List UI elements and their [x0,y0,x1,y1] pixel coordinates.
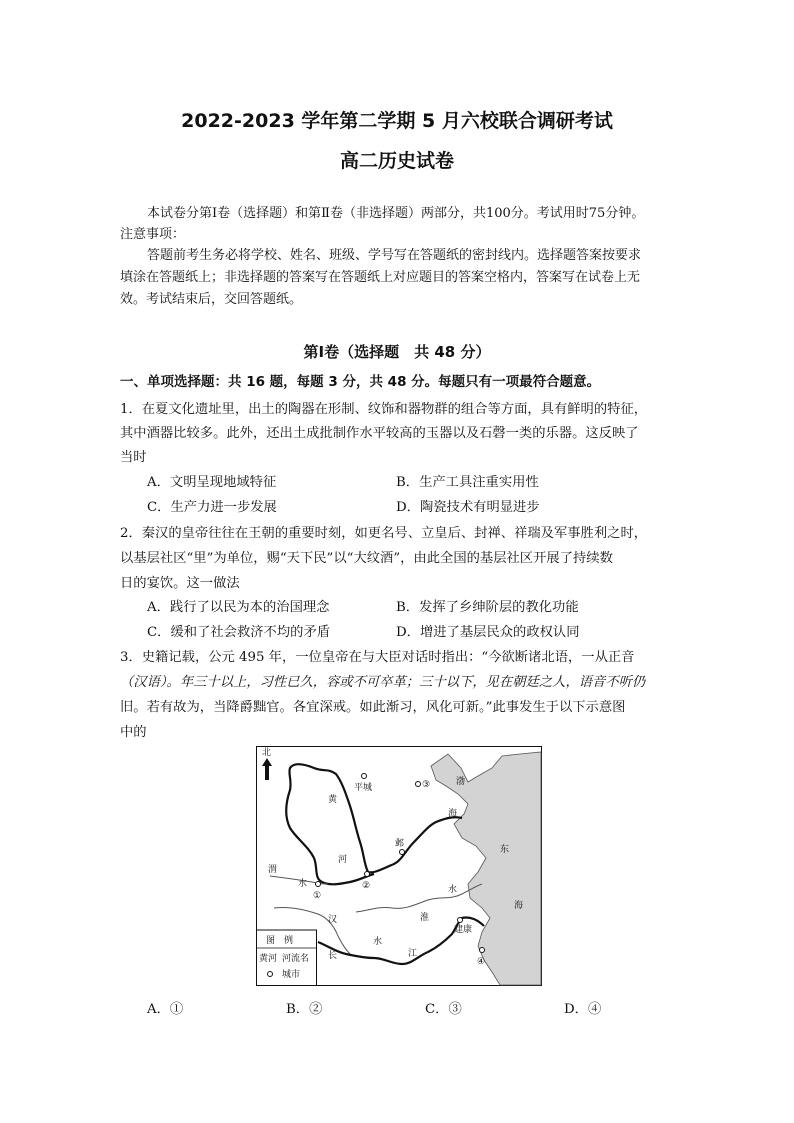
option-d: D．④ [564,1002,602,1017]
marker-3-icon [416,782,421,787]
exam-title: 2022-2023 学年第二学期 5 月六校联合调研考试 [181,110,613,132]
marker-2-icon [365,872,370,877]
donghai-label: 海 [514,901,524,911]
question-text: 当时 [120,450,147,465]
question-text: （汉语）。年三十以上，习性已久，容或不可卒革；三十以下，见在朝廷之人，语音不听仍 [120,675,646,690]
bohai-label: 海 [448,809,458,819]
question-text: 2．秦汉的皇帝往往在王朝的重要时刻，如更名号、立皇后、封禅、祥瑞及军事胜利之时， [120,526,648,541]
question-text: 以基层社区“里”为单位，赐“天下民”以“大纹酒”，由此全国的基层社区开展了持续数 [120,551,613,566]
option-c: C．③ [425,1002,462,1017]
option-a: A．文明呈现地域特征 [147,475,277,490]
marker-4-icon [480,948,485,953]
marker-1: ① [313,891,322,901]
river-label: 水 [298,879,308,889]
question-text: 中的 [120,725,147,740]
section-title: 第Ⅰ卷（选择题 共 48 分） [303,343,491,361]
option-c: C．生产力进一步发展 [147,500,277,515]
question-text: 1．在夏文化遗址里，出土的陶器在形制、纹饰和器物群的组合等方面，具有鲜明的特征， [120,402,648,417]
river-label: 水 [448,885,458,895]
notice-heading: 注意事项： [120,227,186,242]
marker-1-icon [316,882,321,887]
question-text: 日的宴饮。这一做法 [120,576,240,591]
river-label: 长 [328,951,338,961]
option-d: D．增进了基层民众的政权认同 [396,625,580,640]
question-text: 其中酒器比较多。此外，还出土成批制作水平较高的玉器以及石磬一类的乐器。这反映了 [120,426,639,441]
marker-2: ② [362,881,371,891]
city-ye-icon [400,850,405,855]
legend-city-icon [268,972,273,977]
city-ye: 邺 [395,839,405,849]
river-label: 河 [338,855,348,865]
city-jiankang-icon [458,918,463,923]
notice-line: 效。考试结束后，交回答题纸。 [120,292,303,307]
river-label: 水 [373,937,383,947]
option-c: C．缓和了社会救济不均的矛盾 [147,625,331,640]
section-instruction: 一、单项选择题：共 16 题，每题 3 分，共 48 分。每题只有一项最符合题意。 [120,374,601,390]
option-b: B．② [286,1002,323,1017]
notice-line: 填涂在答题纸上；非选择题的答案写在答题纸上对应题目的答案空格内，答案写在试卷上无 [120,270,641,285]
option-b: B．生产工具注重实用性 [396,475,539,490]
option-b: B．发挥了乡绅阶层的教化功能 [396,600,579,615]
legend-river-label: 河流名 [282,954,310,964]
exam-subtitle: 高二历史试卷 [339,150,454,172]
marker-4: ④ [477,957,486,967]
river-label: 江 [408,949,418,959]
city-pingcheng-icon [362,774,367,779]
bohai-label: 渤 [456,777,466,787]
river-label: 汉 [328,915,338,925]
river-label: 渭 [268,865,278,875]
city-jiankang: 建康 [454,925,473,935]
question-text: 3．史籍记载，公元 495 年，一位皇帝在与大臣对话时指出：“今欲断诸北语，一从正音 [120,650,635,665]
option-a: A．① [147,1002,184,1017]
north-label: 北 [262,748,272,758]
option-a: A．践行了以民为本的治国理念 [147,600,330,615]
history-map [256,746,542,986]
question-text: 旧。若有故为，当降爵黜官。各宜深戒。如此渐习，风化可新。”此事发生于以下示意图 [120,700,626,715]
legend-title: 图 例 [266,936,294,946]
river-label: 淮 [420,913,430,923]
city-pingcheng: 平城 [354,783,373,793]
intro-line: 本试卷分第Ⅰ卷（选择题）和第Ⅱ卷（非选择题）两部分，共100分。考试用时75分钟。 [147,206,645,221]
legend-river: 黄河 [259,954,278,964]
legend-city-label: 城市 [282,970,301,980]
river-label: 黄 [328,795,338,805]
notice-line: 答题前考生务必将学校、姓名、班级、学号写在答题纸的密封线内。选择题答案按要求 [147,248,642,263]
option-d: D．陶瓷技术有明显进步 [396,500,540,515]
marker-3: ③ [422,780,431,790]
donghai-label: 东 [500,845,510,855]
